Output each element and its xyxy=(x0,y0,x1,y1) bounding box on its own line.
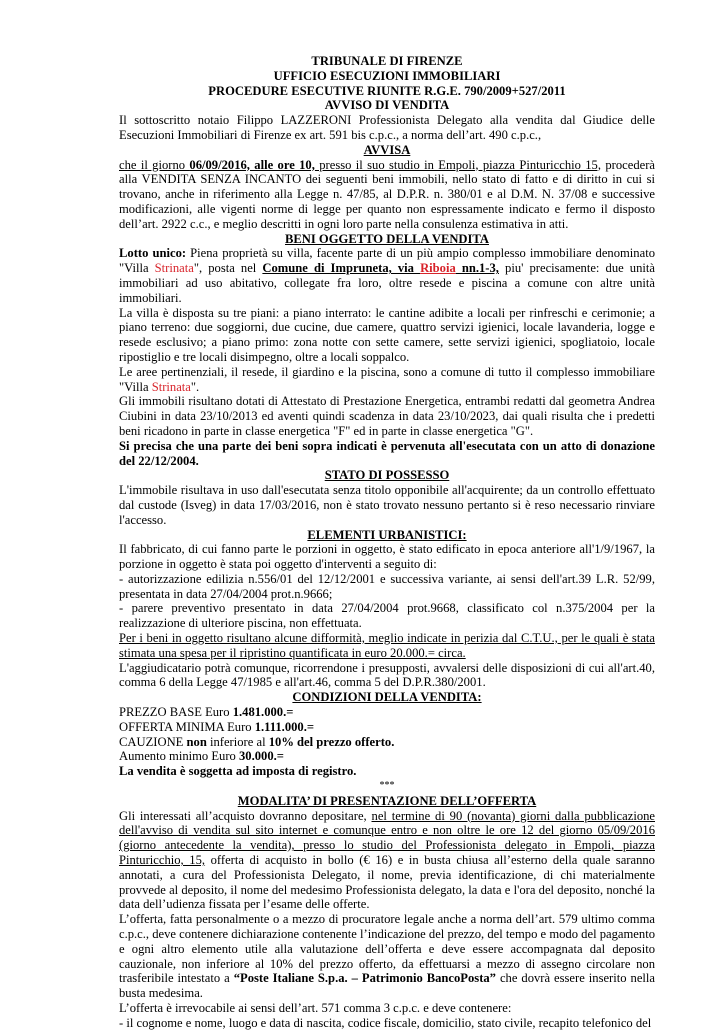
possesso-paragraph: L'immobile risultava in uso dall'esecutata senza titolo opponibile all'acquirente; da un controllo effettuato dal custode (Isveg) in data 17/03/2016, non è stato trovato nessuno pertanto si è reso necessario rinviare l'accesso. xyxy=(119,483,655,527)
separator-stars: *** xyxy=(379,780,395,792)
aumento-value: 30.000.= xyxy=(238,749,284,764)
pertinenze-text-b: ". xyxy=(190,379,200,394)
lotto-text-b: ", posta nel xyxy=(193,261,263,276)
lotto-text-c: piu' precisamente: due unità immobiliari ad uso abitativo, collegate fra loro, oltre resede e piscina a comune con altre unità immobiliari. xyxy=(119,261,655,305)
offerta-minima-line xyxy=(119,720,655,735)
possesso-heading: STATO DI POSSESSO xyxy=(324,468,450,483)
offerta-label: OFFERTA MINIMA Euro xyxy=(119,719,255,734)
energy-paragraph: Gli immobili risultano dotati di Attestato di Prestazione Energetica, entrambi redatti dal geometra Andrea Ciubini in data 23/10/2013 ed aventi quindi scadenza in data 23/10/2023, dai quali risulta che i predetti beni ricadono in parte in classe energetica "F" ed in parte in classe energetica "G". xyxy=(119,394,655,438)
urbanistici-heading: ELEMENTI URBANISTICI: xyxy=(307,527,467,542)
lotto-text-a: Piena proprietà su villa, facente parte di un più ampio complesso immobiliare denominato "Villa xyxy=(119,246,655,276)
modalita-p1 xyxy=(119,809,655,913)
aumento-label: Aumento minimo Euro xyxy=(119,749,239,764)
office-title: UFFICIO ESECUZIONI IMMOBILIARI xyxy=(273,68,501,83)
modalita-p1-b: offerta di acquisto in bollo (€ 16) e in busta chiusa all’esterno della quale saranno annotati, a cura del Professionista Delegato, il nome, previa identificazione, di chi materialmente provvede al deposito, il nome del medesimo Professionista delegato, la data e l'ora del deposito, nonché la data dell’udienza fissata per l’esame delle offerte. xyxy=(119,853,655,912)
sale-date: 06/09/2016, alle ore 10, xyxy=(189,157,315,172)
modalita-p1-deadline: nel termine di 90 (novanta) giorni dalla pubblicazione dell'avviso di vendita sul sito internet e comunque entro e non oltre le ore 12 del giorno 05/09/2016 (giorno antecedente la vendita), presso lo studio del Professionista delegato in Empoli, piazza Pinturicchio, 15, xyxy=(119,808,655,868)
modalita-p3: L’offerta è irrevocabile ai sensi dell’art. 571 comma 3 c.p.c. e deve contenere: xyxy=(119,1001,512,1015)
modalita-p1-a: Gli interessati all’acquisto dovranno depositare, xyxy=(119,808,372,823)
prezzo-value: 1.481.000.= xyxy=(232,705,294,720)
imposta-line: La vendita è soggetta ad imposta di registro. xyxy=(119,764,357,779)
cauzione-non: non xyxy=(186,734,207,749)
procedure-title: PROCEDURE ESECUTIVE RIUNITE R.G.E. 790/2009+527/2011 xyxy=(208,83,566,98)
cauzione-pct: 10% del prezzo offerto. xyxy=(268,734,395,749)
comune-text: Comune di Impruneta, via xyxy=(262,261,421,276)
modalita-p2-c: che dovrà essere inserito nella busta medesima. xyxy=(119,971,655,1001)
prezzo-base-line xyxy=(119,705,655,720)
via-name: Riboia xyxy=(420,261,456,276)
villa-description: La villa è disposta su tre piani: a piano interrato: le cantine adibite a locali per rinfreschi e cerimonie; a piano terreno: due soggiorni, due cucine, due camere, quattro servizi igienici, locale lavanderia, logge e resede esclusivo; a piano primo: zona notte con sette camere, sette servizi igienici, spogliatoio, locale ripostiglio e tre locali disimpegno, oltre a locali soppalco. xyxy=(119,305,655,364)
prezzo-label: PREZZO BASE Euro xyxy=(119,705,233,720)
avvisa-underlined-1: che il giorno xyxy=(119,157,190,172)
cauzione-mid: inferiore al xyxy=(206,734,269,749)
avvisa-rest: procederà alla VENDITA SENZA INCANTO dei seguenti beni immobili, nello stato di fatto e di diritto in cui si trovano, anche in riferimento alla Legge n. 47/85, al D.P.R. n. 380/01 e al D.M. N. 37/08 e successive modificazioni, alle vigenti norme di legge per quanto non espressamente indicato e fermo il disposto dell’art. 2922 c.c., e meglio descritti in ogni loro parte nella consulenza estimativa in atti. xyxy=(119,157,656,231)
aumento-line xyxy=(119,749,655,764)
urbanistici-p3: - parere preventivo presentato in data 27/04/2004 prot.9668, classificato col n.375/2004 per la realizzazione di ulteriore piscina, non effettuata. xyxy=(119,601,655,631)
avvisa-underlined-2: presso il suo studio in Empoli, piazza Pinturicchio 15, xyxy=(314,157,602,172)
modalita-p2 xyxy=(119,912,655,1001)
urbanistici-p5: L'aggiudicatario potrà comunque, ricorrendone i presupposti, avvalersi delle disposizioni di cui all'art.40, comma 6 della Legge 47/1985 e all'art.46, comma 5 del D.P.R.380/2001. xyxy=(119,660,655,690)
avvisa-paragraph xyxy=(119,158,655,232)
urbanistici-p4: Per i beni in oggetto risultano alcune difformità, meglio indicate in perizia dal C.T.U., per le quali è stata stimata una spesa per il ripristino quantificata in euro 20.000.= circa. xyxy=(119,631,655,660)
villa-name-2: Strinata xyxy=(151,379,191,394)
avvisa-heading: AVVISA xyxy=(363,142,411,157)
condizioni-heading: CONDIZIONI DELLA VENDITA: xyxy=(292,690,482,705)
lotto-paragraph xyxy=(119,246,655,305)
notice-title: AVVISO DI VENDITA xyxy=(324,98,450,113)
urbanistici-p1: Il fabbricato, di cui fanno parte le porzioni in oggetto, è stato edificato in epoca anteriore all'1/9/1967, la porzione in oggetto è stata poi oggetto d'interventi a seguito di: xyxy=(119,542,655,572)
urbanistici-p2: - autorizzazione edilizia n.556/01 del 12/12/2001 e successiva variante, ai sensi dell'art.39 L.R. 52/99, presentata in data 27/04/2004 prot.n.9666; xyxy=(119,571,655,601)
modalita-p2-a: L’offerta, fatta personalmente o a mezzo di procuratore legale anche a norma dell’art. 579 ultimo comma c.p.c., deve contenere dichiarazione contenente l’indicazione del prezzo, del tempo e modo del pagamento e ogni altro elemento utile alla valutazione dell’offerta e deve essere accompagnata dal deposito cauzionale, non inferiore al 10% del prezzo offerto, da effettuarsi a mezzo di assegno circolare non trasferibile intestato a xyxy=(119,912,655,986)
donation-paragraph: Si precisa che una parte dei beni sopra indicati è pervenuta all'esecutata con un atto di donazione del 22/12/2004. xyxy=(119,438,655,468)
lotto-label: Lotto unico: xyxy=(119,246,187,261)
offerta-value: 1.111.000.= xyxy=(254,719,315,734)
poste-italiane-payee: “Poste Italiane S.p.a. – Patrimonio BancoPosta” xyxy=(233,971,496,986)
cauzione-line xyxy=(119,735,655,750)
pertinenze-text-a: Le aree pertinenziali, il resede, il giardino e la piscina, sono a comune di tutto il complesso immobiliare "Villa xyxy=(119,364,655,394)
villa-name: Strinata xyxy=(154,261,194,276)
pertinenze-paragraph xyxy=(119,365,655,395)
document-page xyxy=(119,54,655,1031)
cauzione-label: CAUZIONE xyxy=(119,734,187,749)
intro-paragraph: Il sottoscritto notaio Filippo LAZZERONI Professionista Delegato alla vendita dal Giudice delle Esecuzioni Immobiliari di Firenze ex art. 591 bis c.p.c., a norma dell’art. 490 c.p.c., xyxy=(119,113,655,142)
modalita-heading: MODALITA’ DI PRESENTAZIONE DELL’OFFERTA xyxy=(237,793,537,808)
court-title: TRIBUNALE DI FIRENZE xyxy=(311,54,463,68)
beni-heading: BENI OGGETTO DELLA VENDITA xyxy=(284,231,489,246)
street-numbers: nn.1-3, xyxy=(455,261,499,276)
modalita-p4: - il cognome e nome, luogo e data di nascita, codice fiscale, domicilio, stato civile, recapito telefonico del xyxy=(119,1015,652,1030)
